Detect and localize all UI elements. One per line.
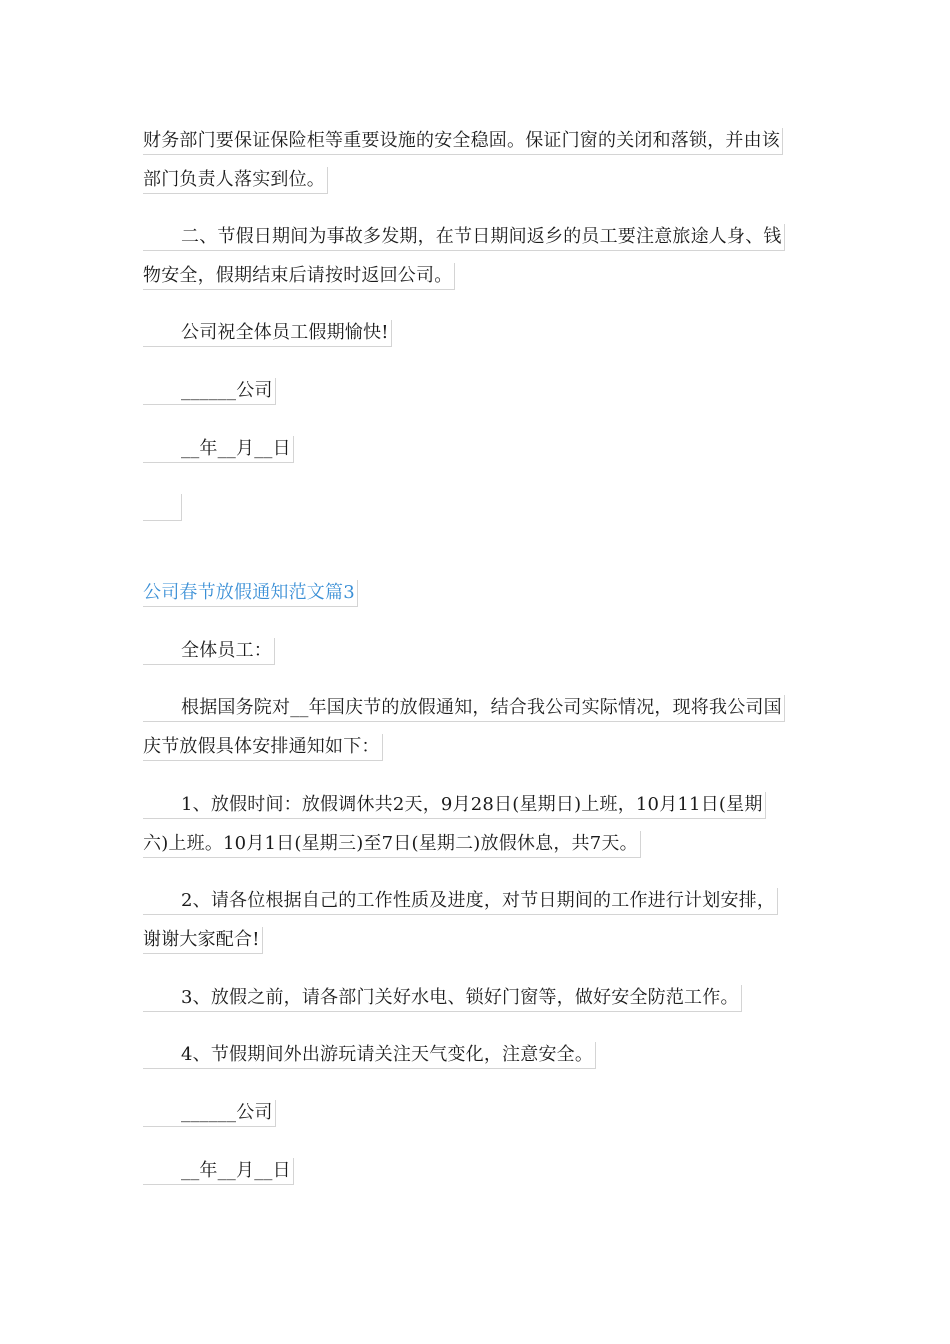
paragraph-line: 物安全，假期结束后请按时返回公司。 (143, 263, 455, 290)
list-item-line: 2、请各位根据自己的工作性质及进度，对节日期间的工作进行计划安排， (143, 888, 778, 915)
paragraph-line: 根据国务院对__年国庆节的放假通知，结合我公司实际情况，现将我公司国 (143, 695, 785, 722)
signature-company: ______公司 (143, 378, 276, 405)
signature-company: ______公司 (143, 1100, 276, 1127)
signature-date: __年__月__日 (143, 1158, 294, 1185)
paragraph-line: 财务部门要保证保险柜等重要设施的安全稳固。保证门窗的关闭和落锁，并由该 (143, 128, 783, 155)
list-item-line: 1、放假时间：放假调休共2天，9月28日(星期日)上班，10月11日(星期 (143, 792, 766, 819)
salutation: 全体员工： (143, 638, 275, 665)
list-item: 3、放假之前，请各部门关好水电、锁好门窗等，做好安全防范工作。 (143, 985, 742, 1012)
greeting-text: 公司祝全体员工假期愉快! (143, 320, 392, 347)
list-item-line: 谢谢大家配合! (143, 927, 263, 954)
list-item-line: 六)上班。10月1日(星期三)至7日(星期二)放假休息，共7天。 (143, 831, 641, 858)
paragraph-line: 部门负责人落实到位。 (143, 167, 328, 194)
paragraph-line: 二、节假日期间为事故多发期，在节日期间返乡的员工要注意旅途人身、钱 (143, 224, 785, 251)
paragraph-line: 庆节放假具体安排通知如下： (143, 734, 383, 761)
signature-date: __年__月__日 (143, 436, 294, 463)
empty-line (143, 494, 182, 521)
list-item: 4、节假期间外出游玩请关注天气变化，注意安全。 (143, 1042, 596, 1069)
section-heading: 公司春节放假通知范文篇3 (143, 580, 358, 607)
